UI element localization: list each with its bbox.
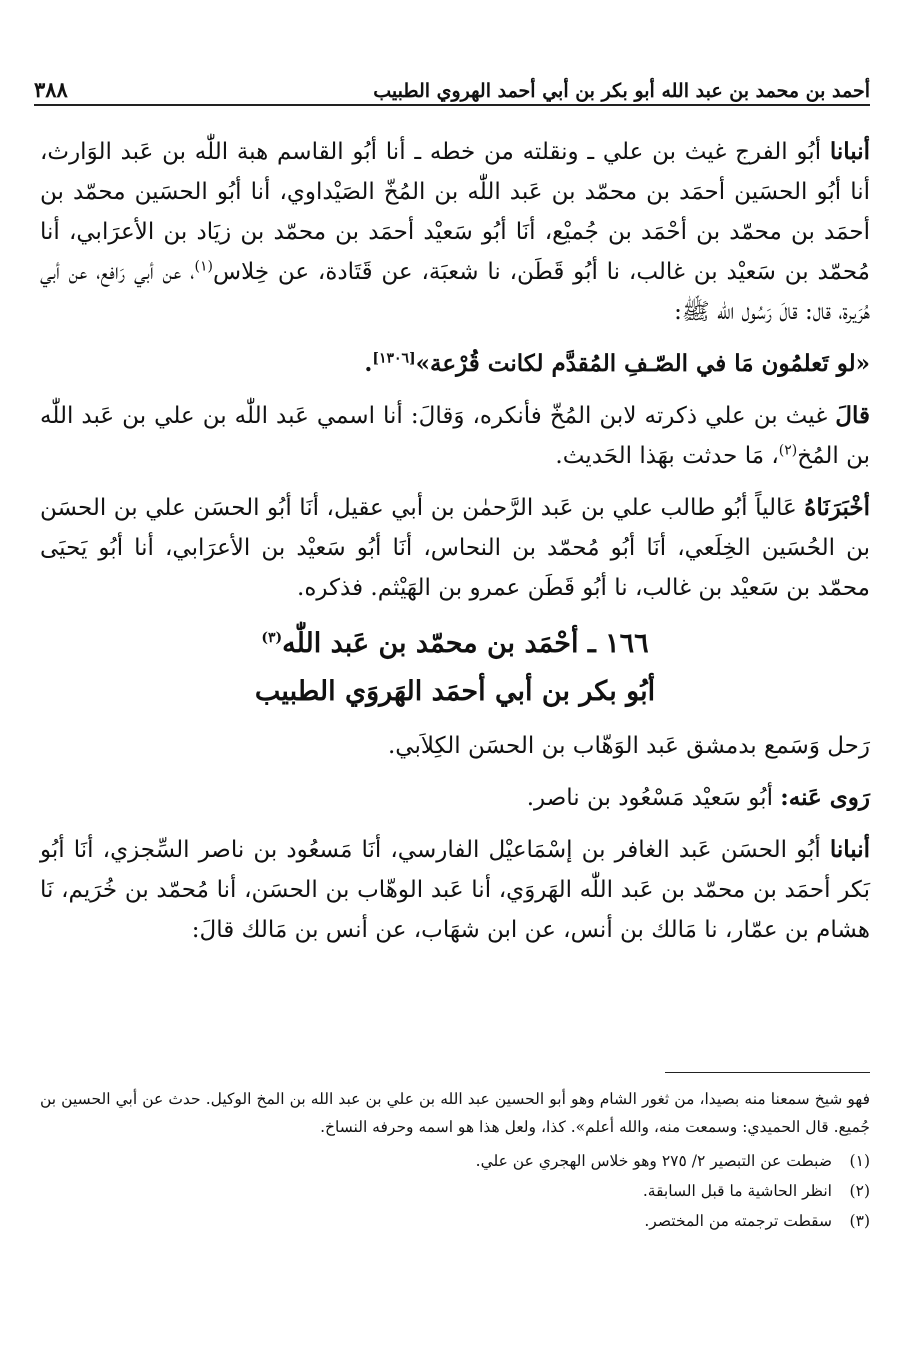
- footnote-number: (١): [849, 1152, 870, 1170]
- paragraph-lead: رَوى عَنه:: [780, 784, 870, 811]
- footnotes: [40, 1072, 870, 1237]
- footnote-item: [40, 1207, 870, 1235]
- paragraph-lead: أنبانا: [829, 138, 871, 165]
- paragraph-text: أبُو الحسَن عَبد الغافر بن إسْمَاعيْل الفارسي، أنَا مَسعُود بن ناصر السِّجزي، أنَا أبُو بَكر أحمَد بن محمّد بن عَبد اللّٰه الهَروَي، أنا عَبد الوهّاب بن الحسَن، أنا مُحمّد بن خُرَيم، نَا هشام بن عمّار، نا مَالك بن أنس، عن ابن شهَاب، عن أنس بن مَالك قالَ:: [40, 837, 870, 943]
- footnote-rule: [665, 1072, 870, 1073]
- hadith-end: .: [364, 350, 373, 377]
- paragraph-2: [40, 396, 870, 476]
- hadith-quote: [40, 344, 870, 384]
- paragraph-text: ، عن أبي رَافع، عن أبي هُرَيرة، قال: قالَ رَسُول الله ﷺ:: [40, 259, 870, 325]
- paragraph-text: ، مَا حدثت بهَذا الحَديث.: [555, 443, 779, 469]
- footnote-ref: (١): [194, 258, 214, 275]
- entry-title: [40, 620, 870, 668]
- footnote-number: (٢): [849, 1182, 870, 1200]
- footnote-text: انظر الحاشية ما قبل السابقة.: [642, 1182, 832, 1200]
- page-number: ٣٨٨: [34, 77, 68, 102]
- page-header: [34, 66, 870, 102]
- paragraph-text: عَالياً أبُو طالب علي بن عَبد الرَّحمٰن بن أبي عقيل، أنَا أبُو الحسَن علي بن الحسَن بن الحُسَين الخِلَعي، أنَا أبُو مُحمّد بن النحاس، أنَا أبُو سَعيْد بن الأعرَابي، أنا أبُو يَحيَى محمّد بن سَعيْد بن غالب، نا أبُو قَطَن عمرو بن الهَيْثم. فذكره.: [40, 495, 870, 601]
- paragraph-lead: قالَ: [835, 402, 871, 429]
- footnote-text: سقطت ترجمته من المختصر.: [644, 1212, 832, 1230]
- main-text: [40, 132, 870, 962]
- hadith-number: [١٣٠٦]: [372, 350, 416, 367]
- footnote-list: [40, 1147, 870, 1235]
- header-rule: [34, 104, 870, 106]
- footnote-number: (٣): [849, 1212, 870, 1230]
- bio-line-2: [40, 778, 870, 818]
- footnote-ref: (٣): [261, 630, 283, 646]
- running-title: أحمد بن محمد بن عبد الله أبو بكر بن أبي أحمد الهروي الطبيب: [373, 80, 870, 102]
- paragraph-text: غيث بن علي ذكرته لابن المُخّ فأنكره، وَقالَ: أنا اسمي عَبد اللّٰه بن علي بن عَبد اللّٰه بن المُخ: [40, 403, 870, 469]
- footnote-item: [40, 1147, 870, 1175]
- paragraph-text: أبُو سَعيْد مَسْعُود بن ناصر.: [526, 785, 773, 811]
- paragraph-4: [40, 830, 870, 950]
- hadith-text: «لو تَعلمُون مَا في الصّـفِ المُقدَّم لكانت قُرْعة»: [415, 350, 870, 377]
- paragraph-1: [40, 132, 870, 332]
- paragraph-lead: أنبانا: [829, 836, 870, 863]
- paragraph-text: أبُو الفرج غيث بن علي ـ ونقلته من خطه ـ أنا أبُو القاسم هبة اللّٰه بن عَبد الوَارث، أنا أبُو الحسَين أحمَد بن محمّد بن عَبد اللّٰه بن المُخّ الصَيْداوي، أنا أبُو الحسَين محمّد بن أحمَد بن محمّد بن أحْمَد بن جُميْع، أنَا أبُو سَعيْد أحمَد بن محمّد بن زيَاد بن الأعرَابي، أنا مُحمّد بن سَعيْد بن غالب، نا أبُو قَطَن، نا شعبَة، عن قَتَادة، عن خِلاس: [40, 139, 870, 285]
- footnote-continuation: فهو شيخ سمعنا منه بصيدا، من ثغور الشام وهو أبو الحسين عبد الله بن علي بن عبد الله بن المخ الوكيل. حدث عن أبي الحسين بن جُميع. قال الحميدي: وسمعت منه، والله أعلم». كذا، ولعل هذا هو اسمه وحرفه النساخ.: [40, 1090, 870, 1136]
- bio-line-1: رَحل وَسَمع بدمشق عَبد الوَهّاب بن الحسَن الكِلاَبي.: [387, 733, 870, 759]
- footnote-ref: (٢): [778, 442, 798, 459]
- footnote-text: ضبطت عن التبصير ٢/ ٢٧٥ وهو خلاس الهجري عن علي.: [475, 1152, 832, 1170]
- footnote-item: [40, 1177, 870, 1205]
- paragraph-3: [40, 488, 870, 608]
- entry-heading: ١٦٦ ـ أحْمَد بن محمّد بن عَبد اللّٰه: [282, 628, 649, 659]
- entry-subtitle: أبُو بكر بن أبي أحمَد الهَروَي الطبيب: [254, 676, 656, 707]
- paragraph-lead: أخْبَرَنَاهُ: [804, 494, 870, 521]
